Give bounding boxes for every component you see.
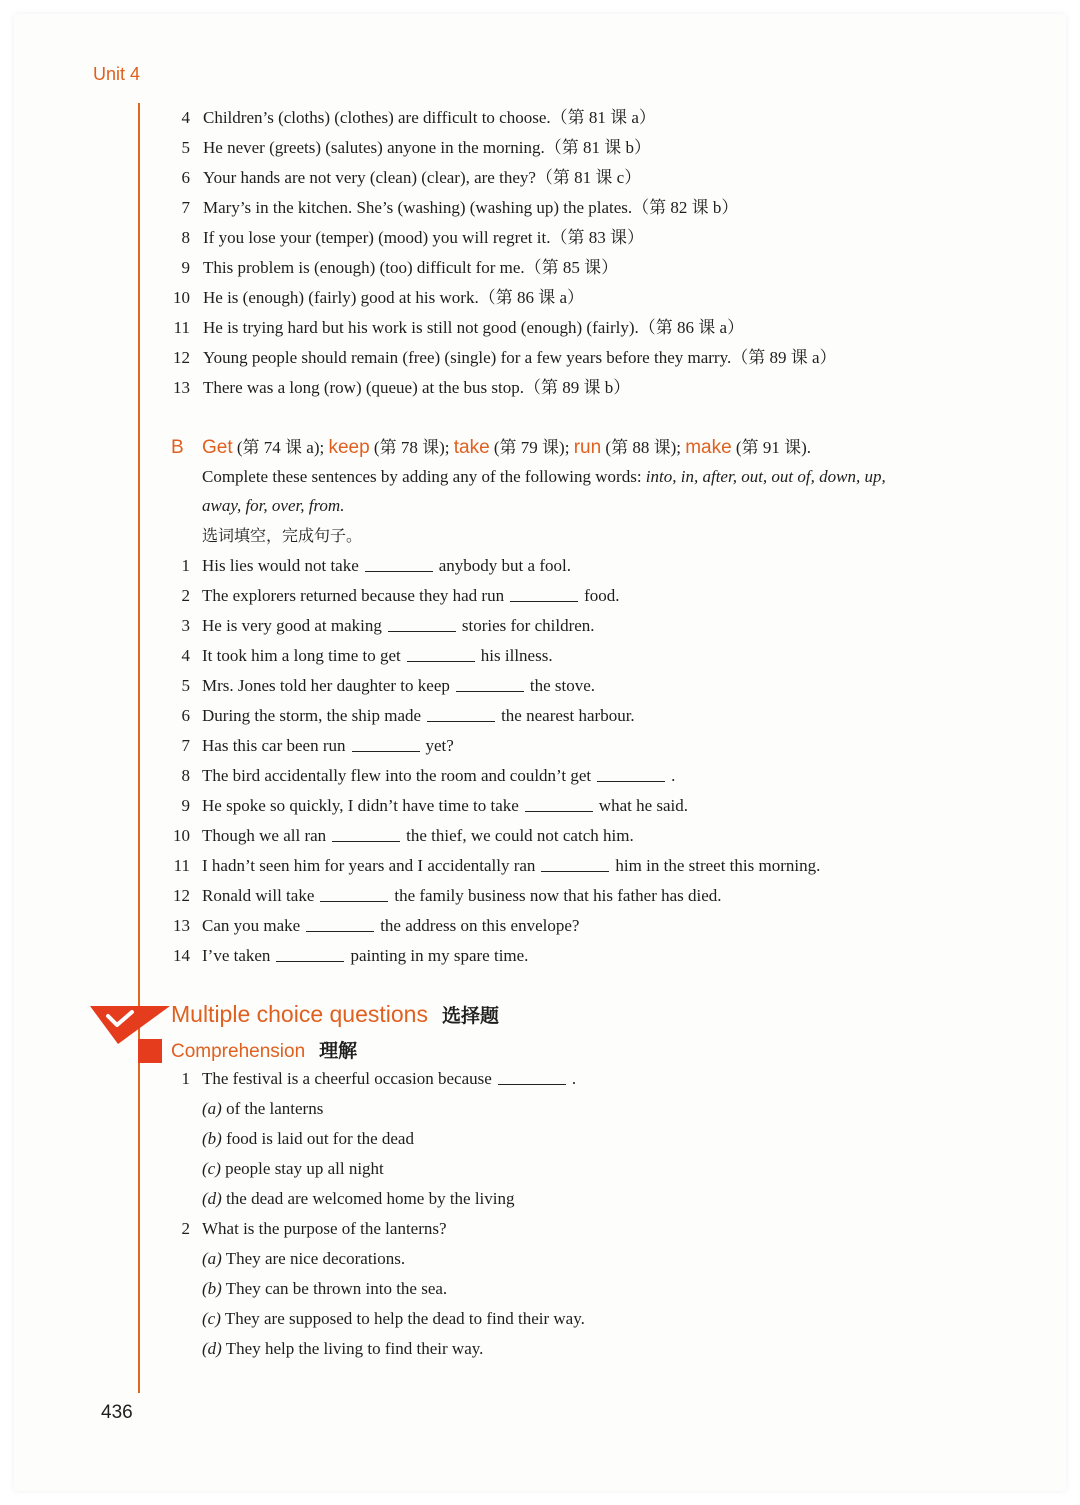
fill-blank <box>456 676 524 692</box>
item-number: 11 <box>173 856 190 875</box>
heading-text: Multiple choice questions <box>171 1001 428 1027</box>
item-text: Children’s (cloths) (clothes) are difficult to choose.（第 81 课 a） <box>203 108 656 127</box>
item-text: the nearest harbour. <box>501 706 635 725</box>
item-text: He never (greets) (salutes) anyone in the morning.（第 81 课 b） <box>203 138 652 157</box>
item-number: 14 <box>173 946 190 965</box>
option-text: people stay up all night <box>220 1159 384 1178</box>
margin-rule <box>138 103 140 1393</box>
instruction-text: Complete these sentences by adding any of the following words: <box>202 467 646 486</box>
question-number: 2 <box>181 1219 190 1238</box>
option-text: They can be thrown into the sea. <box>221 1279 448 1298</box>
item-text: Ronald will take <box>202 886 315 905</box>
keyword-make: make <box>685 437 732 458</box>
item-text: He is (enough) (fairly) good at his work.（第 86 课 a） <box>203 288 585 307</box>
section-heading <box>171 1001 499 1028</box>
fill-blank <box>388 616 456 632</box>
item-text: the address on this envelope? <box>380 916 580 935</box>
fill-blank <box>498 1069 566 1085</box>
item-text: stories for children. <box>461 616 595 635</box>
item-number: 12 <box>173 886 190 905</box>
option-text: of the lanterns <box>221 1099 324 1118</box>
item-text: what he said. <box>598 796 689 815</box>
lesson-ref: (第 88 课); <box>601 438 686 457</box>
section-marker <box>138 1039 162 1063</box>
option-text: They are nice decorations. <box>221 1249 406 1268</box>
item-text: the stove. <box>529 676 596 695</box>
item-text: He spoke so quickly, I didn’t have time to take <box>202 796 519 815</box>
item-number: 4 <box>181 108 190 127</box>
question-number: 1 <box>181 1069 190 1088</box>
item-number: 2 <box>181 586 190 605</box>
item-number: 5 <box>181 676 190 695</box>
item-text: He is trying hard but his work is still not good (enough) (fairly).（第 86 课 a） <box>203 318 745 337</box>
option-letter: (a) <box>202 1099 222 1118</box>
item-text: the thief, we could not catch him. <box>406 826 634 845</box>
item-text: I’ve taken <box>202 946 271 965</box>
fill-blank <box>276 946 344 962</box>
option-letter: (c) <box>202 1309 221 1328</box>
item-text: His lies would not take <box>202 556 359 575</box>
question-stem: The festival is a cheerful occasion because <box>202 1069 492 1088</box>
item-text: The bird accidentally flew into the room and couldn’t get <box>202 766 592 785</box>
item-number: 3 <box>181 616 190 635</box>
option-letter: (c) <box>202 1159 221 1178</box>
item-number: 11 <box>173 318 190 337</box>
option-letter: (d) <box>202 1189 222 1208</box>
item-number: 13 <box>173 916 190 935</box>
option-letter: (d) <box>202 1339 222 1358</box>
option-text: They are supposed to help the dead to find their way. <box>220 1309 585 1328</box>
chinese-instruction: 选词填空，完成句子。 <box>202 526 363 545</box>
subsection-heading <box>171 1036 357 1063</box>
fill-blank <box>541 856 609 872</box>
item-number: 1 <box>181 556 190 575</box>
question-stem: What is the purpose of the lanterns? <box>202 1219 447 1238</box>
item-text: If you lose your (temper) (mood) you will regret it.（第 83 课） <box>203 228 644 247</box>
section-letter: B <box>171 437 184 458</box>
item-number: 8 <box>181 228 190 247</box>
option-text: food is laid out for the dead <box>221 1129 414 1148</box>
subheading-chinese: 理解 <box>319 1040 358 1062</box>
keyword-get: Get <box>202 437 233 458</box>
item-number: 9 <box>181 258 190 277</box>
item-number: 10 <box>173 826 190 845</box>
fill-blank <box>320 886 388 902</box>
word-list: away, for, over, from. <box>202 496 345 515</box>
item-text: Mary’s in the kitchen. She’s (washing) (washing up) the plates.（第 82 课 b） <box>203 198 739 217</box>
item-text: I hadn’t seen him for years and I accidentally ran <box>202 856 536 875</box>
item-text: the family business now that his father has died. <box>394 886 722 905</box>
option-text: They help the living to find their way. <box>221 1339 484 1358</box>
unit-label: Unit 4 <box>93 64 141 84</box>
item-text: Young people should remain (free) (single) for a few years before they marry.（第 89 课 a） <box>203 348 837 367</box>
item-number: 4 <box>181 646 190 665</box>
fill-blank <box>597 766 665 782</box>
lesson-ref: (第 79 课); <box>489 438 574 457</box>
lesson-ref: (第 74 课 a); <box>232 438 329 457</box>
keyword-take: take <box>453 437 490 458</box>
fill-blank <box>525 796 593 812</box>
subheading-text: Comprehension <box>171 1041 306 1062</box>
option-letter: (b) <box>202 1129 222 1148</box>
item-text: him in the street this morning. <box>615 856 821 875</box>
item-text: During the storm, the ship made <box>202 706 422 725</box>
item-text: Can you make <box>202 916 301 935</box>
fill-blank <box>510 586 578 602</box>
fill-blank <box>306 916 374 932</box>
item-number: 12 <box>173 348 190 367</box>
keyword-run: run <box>573 437 602 458</box>
item-text: Has this car been run <box>202 736 346 755</box>
item-text: his illness. <box>480 646 553 665</box>
option-letter: (b) <box>202 1279 222 1298</box>
page-number: 436 <box>101 1402 133 1423</box>
option-text: the dead are welcomed home by the living <box>221 1189 515 1208</box>
item-text: food. <box>584 586 620 605</box>
item-text: He is very good at making <box>202 616 382 635</box>
fill-blank <box>332 826 400 842</box>
heading-chinese: 选择题 <box>441 1005 499 1027</box>
item-text: Though we all ran <box>202 826 327 845</box>
item-text: It took him a long time to get <box>202 646 401 665</box>
item-text: Mrs. Jones told her daughter to keep <box>202 676 450 695</box>
item-text: . <box>671 766 676 785</box>
item-text: yet? <box>425 736 454 755</box>
item-text: This problem is (enough) (too) difficult for me.（第 85 课） <box>203 258 619 277</box>
item-number: 6 <box>181 706 190 725</box>
lesson-ref: (第 91 课). <box>731 438 811 457</box>
fill-blank <box>407 646 475 662</box>
lesson-ref: (第 78 课); <box>369 438 454 457</box>
keyword-keep: keep <box>328 437 370 458</box>
item-number: 7 <box>181 736 190 755</box>
item-number: 9 <box>181 796 190 815</box>
item-text: The explorers returned because they had run <box>202 586 505 605</box>
fill-blank <box>427 706 495 722</box>
item-number: 8 <box>181 766 190 785</box>
item-text: Your hands are not very (clean) (clear), are they?（第 81 课 c） <box>203 168 642 187</box>
item-number: 5 <box>181 138 190 157</box>
fill-blank <box>352 736 420 752</box>
item-number: 13 <box>173 378 190 397</box>
item-text: There was a long (row) (queue) at the bus stop.（第 89 课 b） <box>203 378 631 397</box>
word-list: into, in, after, out, out of, down, up, <box>645 467 886 486</box>
option-letter: (a) <box>202 1249 222 1268</box>
fill-blank <box>365 556 433 572</box>
question-stem-end: . <box>571 1069 577 1088</box>
item-number: 7 <box>181 198 190 217</box>
item-text: anybody but a fool. <box>438 556 571 575</box>
item-text: painting in my spare time. <box>350 946 529 965</box>
item-number: 6 <box>181 168 190 187</box>
item-number: 10 <box>173 288 190 307</box>
